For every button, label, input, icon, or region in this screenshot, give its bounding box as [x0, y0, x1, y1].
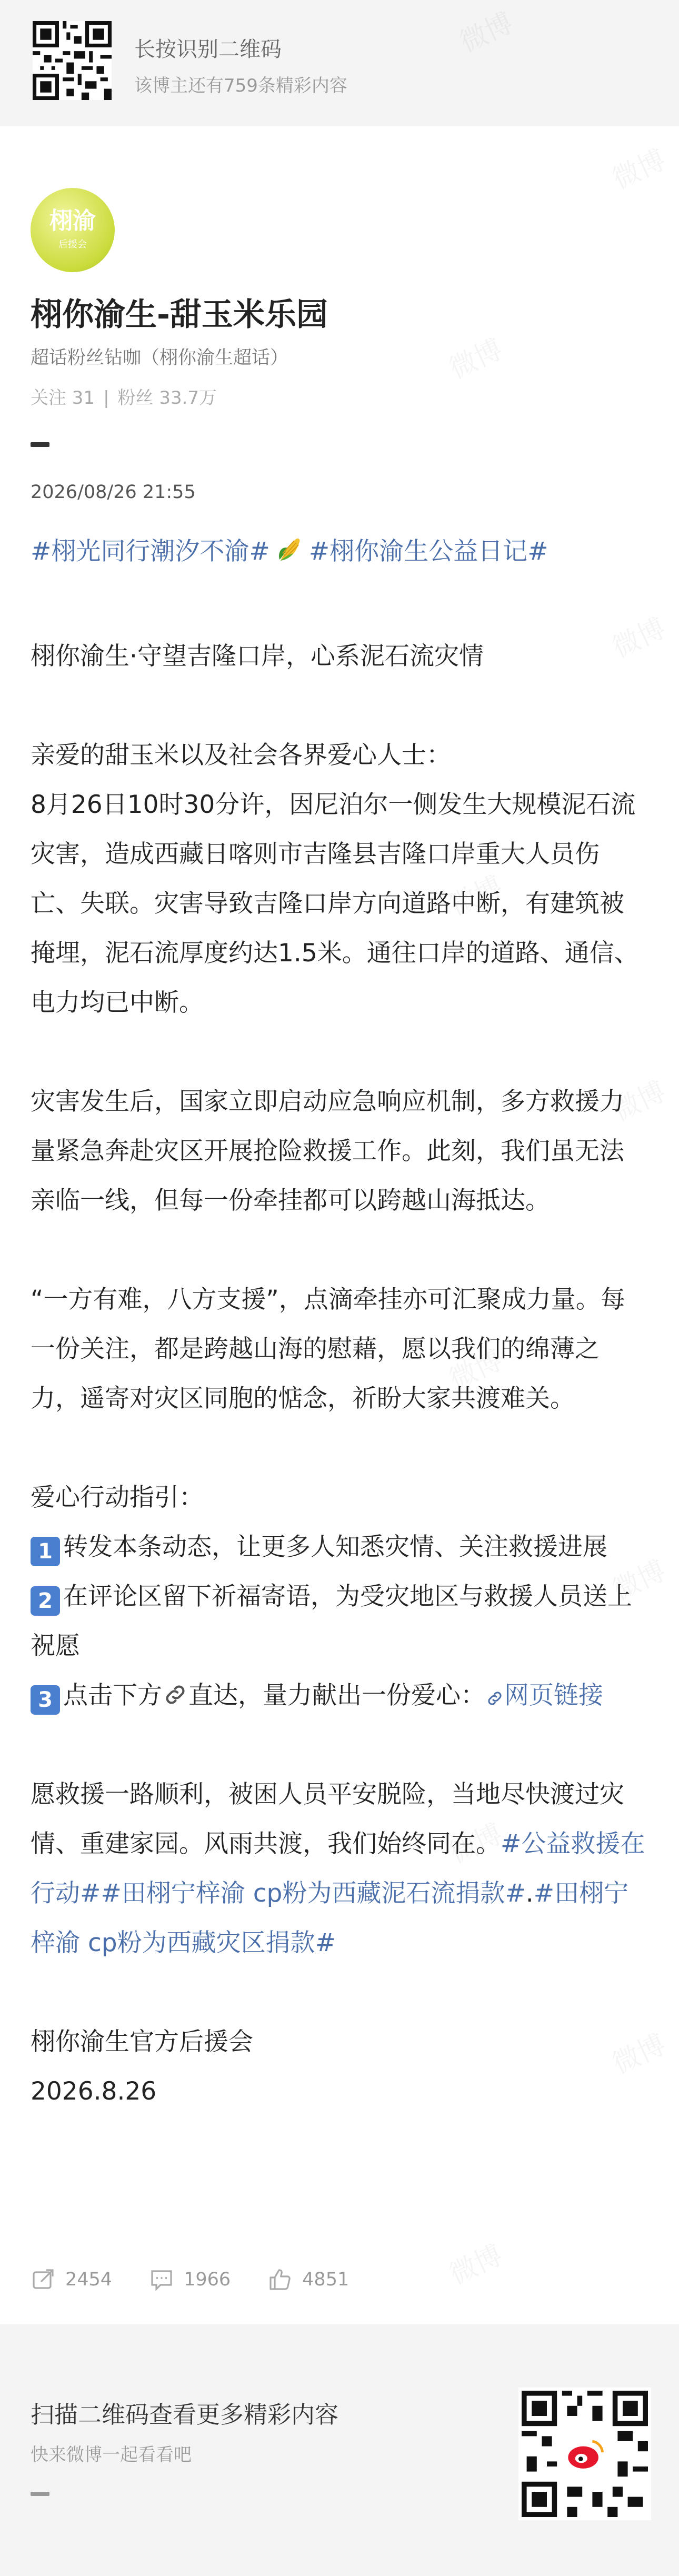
avatar-subtext: 后援会 — [58, 239, 87, 250]
guide-item — [31, 1523, 646, 1572]
closing-text: 愿救援一路顺利，被困人员平安脱险，当地尽快渡过灾情、重建家园。风雨共渡，我们始终同在。 — [31, 1780, 624, 1858]
post-sign-date: 2026.8.26 — [31, 2077, 157, 2106]
number-two-icon: 2 — [31, 1586, 60, 1616]
guide-item — [31, 1572, 646, 1671]
guide-item — [31, 1671, 646, 1720]
guide-text: 在评论区留下祈福寄语，为受灾地区与救援人员送上祝愿 — [31, 1582, 632, 1660]
fans-count: 粉丝 33.7万 — [117, 387, 217, 409]
watermark — [442, 2233, 508, 2292]
avatar-text: 栩渝 — [49, 207, 96, 234]
repost-count: 2454 — [65, 2269, 113, 2290]
superfan-badge: 超话粉丝钻咖（栩你渝生超话） — [31, 347, 289, 369]
guide-text: 点击下方 — [63, 1681, 162, 1710]
number-one-icon: 1 — [31, 1537, 60, 1566]
like-button[interactable] — [267, 2267, 349, 2292]
watermark — [605, 138, 671, 197]
web-link[interactable] — [485, 1681, 603, 1710]
footer-subtitle: 快来微博一起看看吧 — [31, 2444, 192, 2465]
post-paragraph: 灾害发生后，国家立即启动应急响应机制，多方救援力量紧急奔赴灾区开展抢险救援工作。此刻，我们虽无法亲临一线，但每一份牵挂都可以跨越山海抵达。 — [31, 1087, 624, 1215]
watermark — [442, 327, 508, 386]
like-count: 4851 — [302, 2269, 350, 2290]
action-bar — [31, 2264, 386, 2295]
post-paragraph: 8月26日10时30分许，因尼泊尔一侧发生大规模泥石流灾害，造成西藏日喀则市吉隆县吉隆口岸重大人员伤亡、失联。灾害导致吉隆口岸方向道路中断，有建筑被掩埋，泥石流厚度约达1.5米。通往口岸的道路、通信、电力均已中断。 — [31, 790, 639, 1017]
topic-tag[interactable]: #田栩宁梓渝 cp粉为西藏灾区捐款# — [31, 1879, 629, 1957]
topic-tag[interactable]: #栩你渝生公益日记# — [308, 537, 548, 566]
footer-title: 扫描二维码查看更多精彩内容 — [31, 2401, 339, 2429]
qr-code-icon[interactable] — [33, 21, 112, 100]
footer-banner — [0, 2324, 679, 2576]
closing-dot: . — [525, 1879, 534, 1908]
guide-text: 直达，量力献出一份爱心： — [188, 1681, 485, 1710]
avatar[interactable] — [31, 188, 115, 272]
post-paragraph: “一方有难，八方支援”，点滴牵挂亦可汇聚成力量。每一份关注，都是跨越山海的慰藉，愿以我们的绵薄之力，遥寄对灾区同胞的惦念，祈盼大家共渡难关。 — [31, 1285, 625, 1413]
link-icon — [485, 1689, 504, 1708]
weibo-logo-icon — [564, 2433, 606, 2475]
guide-title: 爱心行动指引： — [31, 1483, 204, 1512]
post-body — [31, 632, 646, 2116]
comment-icon — [149, 2267, 174, 2292]
footer-qr-code-icon[interactable] — [518, 2388, 651, 2520]
repost-icon — [31, 2267, 56, 2292]
number-three-icon: 3 — [31, 1685, 60, 1715]
topic-tag[interactable]: #公益救援在行动# — [31, 1829, 645, 1908]
banner-subtitle: 该博主还有759条精彩内容 — [134, 75, 347, 96]
web-link-label[interactable]: 网页链接 — [504, 1681, 603, 1710]
guide-text: 转发本条动态，让更多人知悉灾情、关注救援进展 — [63, 1533, 607, 1561]
corn-emoji-icon — [275, 535, 304, 564]
comment-button[interactable] — [149, 2267, 231, 2292]
post-tags — [31, 532, 548, 567]
post-date: 2026/08/26 21:55 — [31, 482, 196, 503]
follow-count: 关注 31 — [31, 387, 95, 409]
comment-count: 1966 — [184, 2269, 231, 2290]
author-stats: 关注 31 | 粉丝 33.7万 — [31, 387, 217, 409]
topic-tag[interactable]: #田栩宁梓渝 cp粉为西藏泥石流捐款# — [101, 1879, 526, 1908]
footer-divider-mark — [31, 2492, 49, 2496]
banner-title: 长按识别二维码 — [134, 37, 282, 62]
topic-tag[interactable]: #栩光同行潮汐不渝# — [31, 537, 270, 566]
divider-mark — [31, 442, 49, 447]
author-name[interactable]: 栩你渝生-甜玉米乐园 — [31, 296, 328, 333]
post-title: 栩你渝生·守望吉隆口岸，心系泥石流灾情 — [31, 642, 484, 671]
post-closing — [31, 1770, 646, 1968]
link-chain-icon — [162, 1682, 188, 1708]
top-banner — [0, 0, 679, 126]
like-icon — [267, 2267, 293, 2292]
post-greeting: 亲爱的甜玉米以及社会各界爱心人士： — [31, 741, 451, 770]
post-signature: 栩你渝生官方后援会 — [31, 2027, 253, 2056]
repost-button[interactable] — [31, 2267, 112, 2292]
